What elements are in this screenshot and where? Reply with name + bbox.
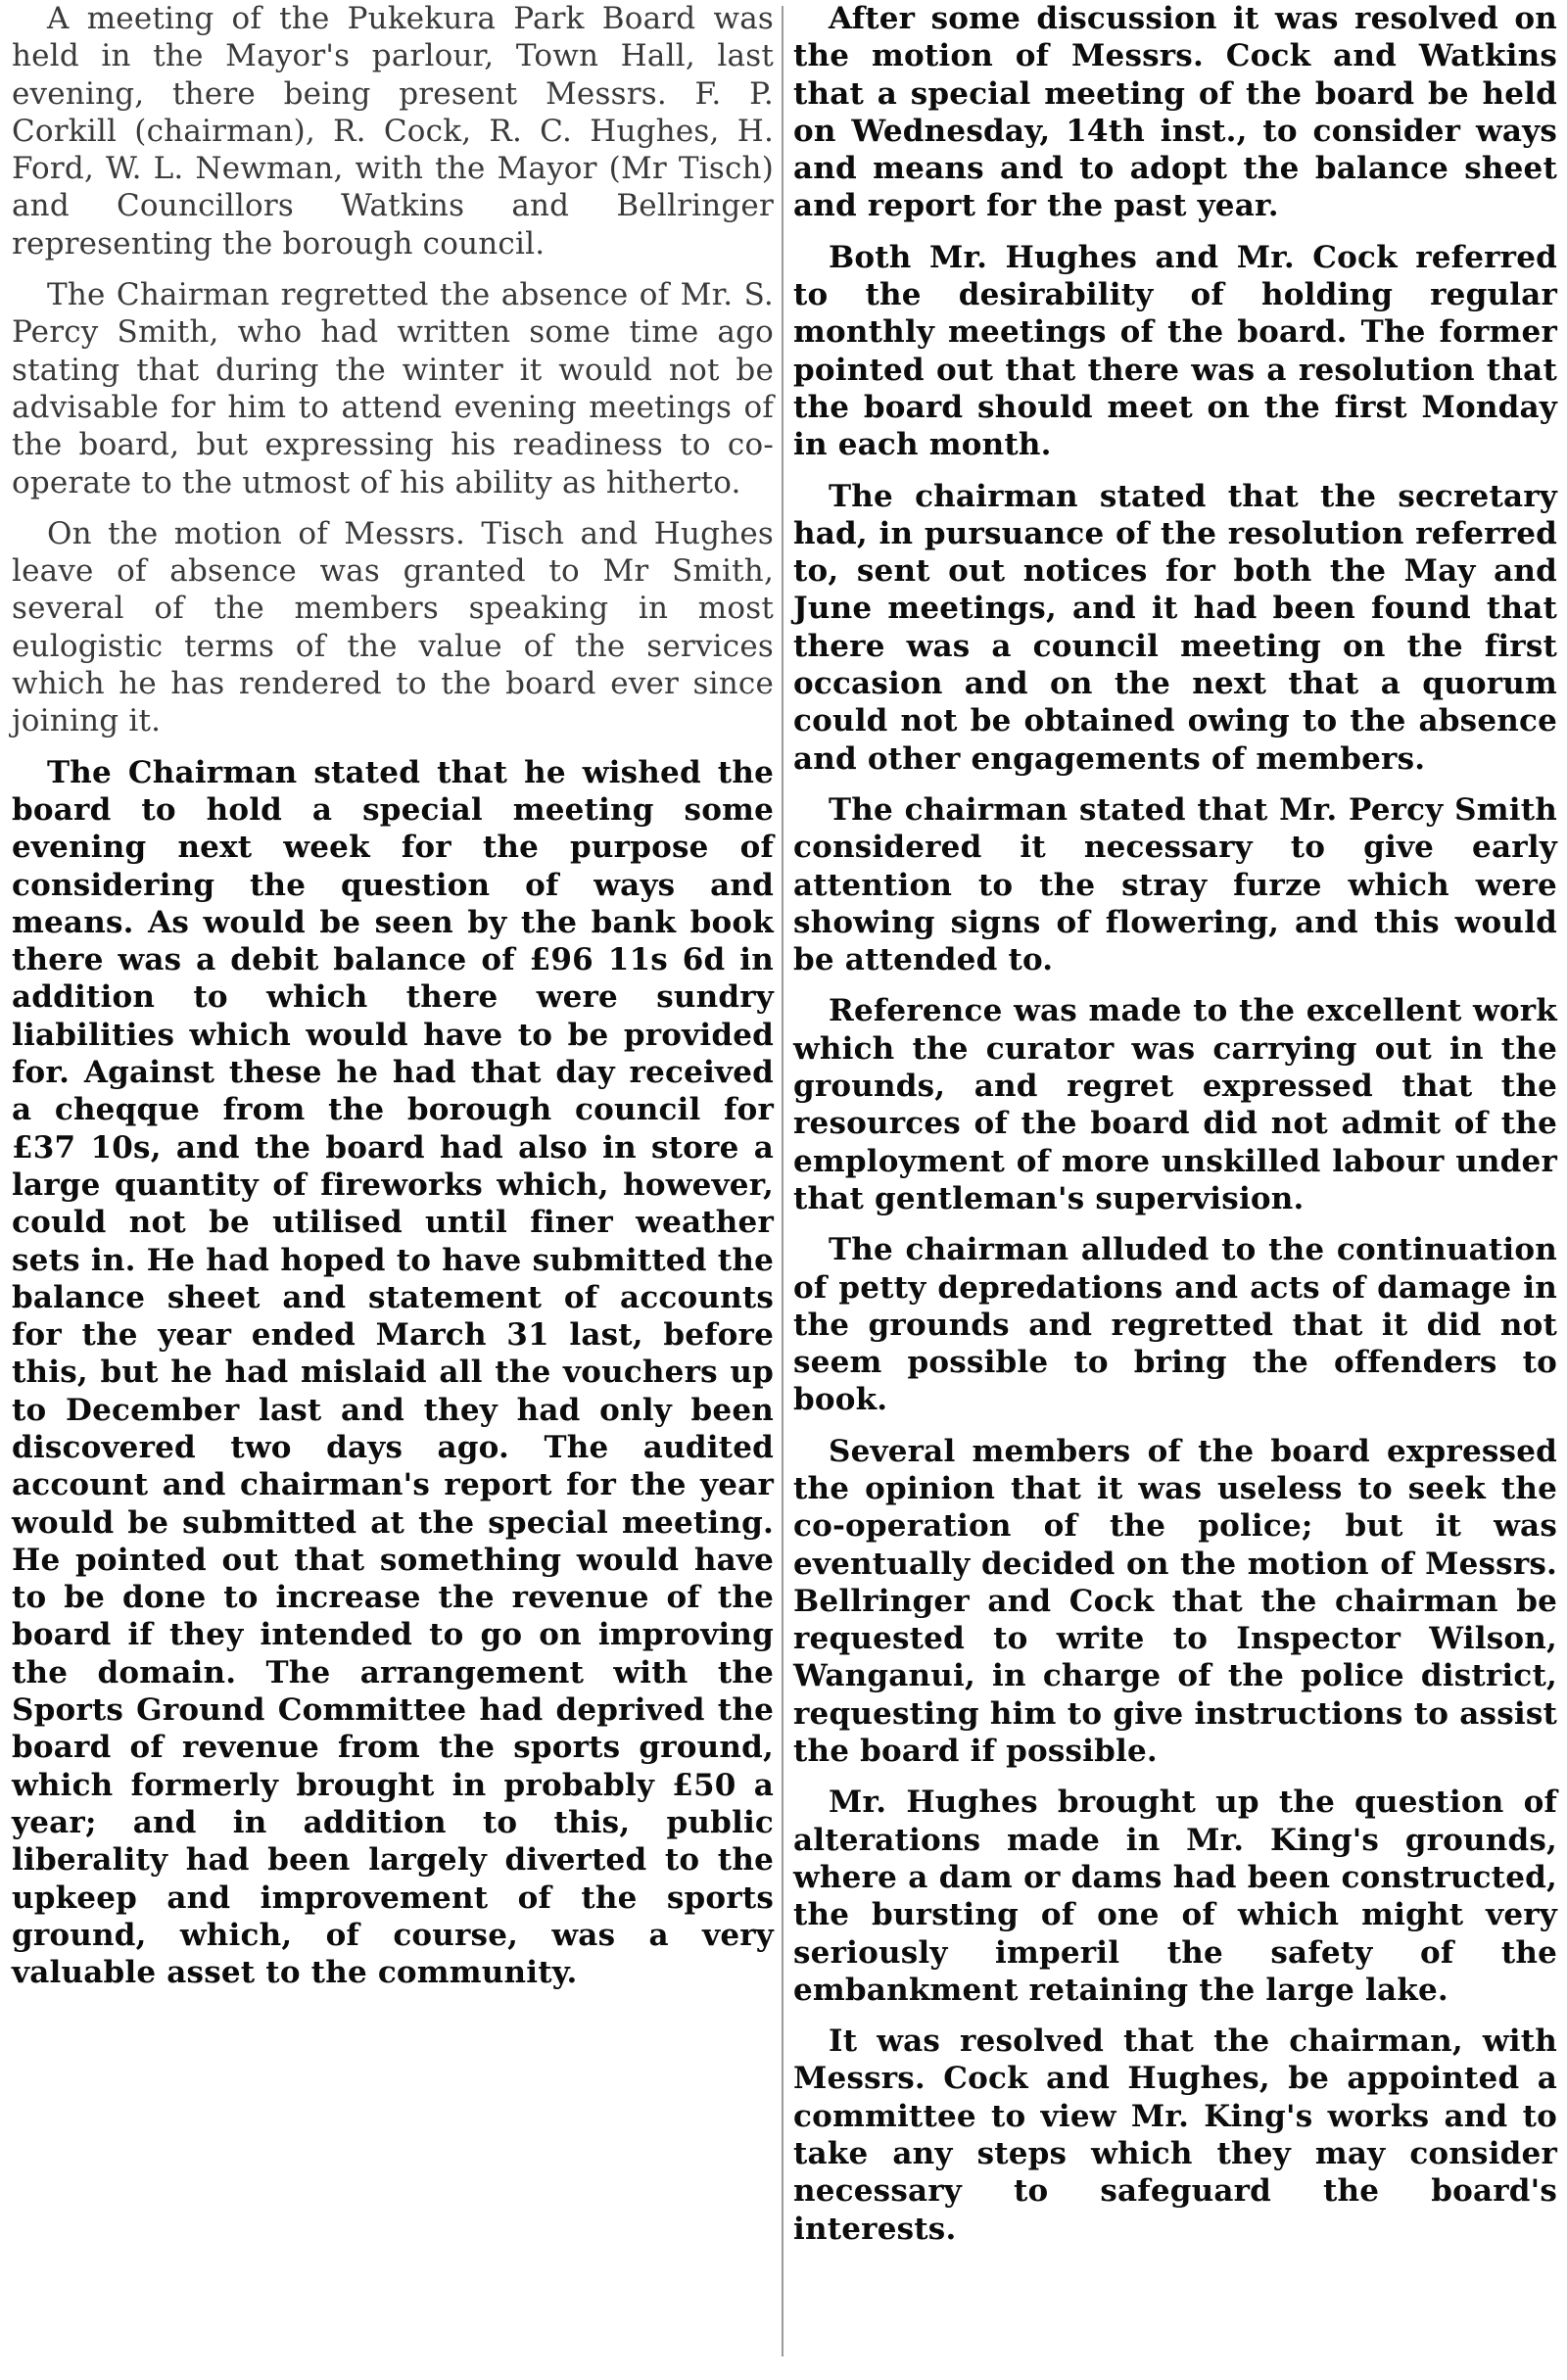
- paragraph-leave-of-absence: On the motion of Messrs. Tisch and Hughes leave of absence was granted to Mr Smith, several of the members speaking in most eulogistic terms of the value of the services which he has rendered to the board ever since joining it.: [12, 515, 774, 739]
- paragraph-stray-furze: The chairman stated that Mr. Percy Smith considered it necessary to give early attention to the stray furze which were showing signs of flowering, and this would be attended to.: [793, 791, 1557, 978]
- paragraph-absence-regret: The Chairman regretted the absence of Mr. S. Percy Smith, who had written some time ago stating that during the winter it would not be advisable for him to attend evening meetings of the board, but expressing his readiness to co-operate to the utmost of his ability as hitherto.: [12, 277, 774, 500]
- paragraph-monthly-meetings: Both Mr. Hughes and Mr. Cock referred to the desirability of holding regular monthly meetings of the board. The former pointed out that there was a resolution that the board should meet on the first Monday in each month.: [793, 239, 1557, 463]
- paragraph-curator-work: Reference was made to the excellent work which the curator was carrying out in the grounds, and regret expressed that the resources of the board did not admit of the employment of more unskilled labour under that gentleman's supervision.: [793, 993, 1557, 1216]
- paragraph-meeting-attendance: A meeting of the Pukekura Park Board was held in the Mayor's parlour, Town Hall, last evening, there being present Messrs. F. P. Corkill (chairman), R. Cock, R. C. Hughes, H. Ford, W. L. Newman, with the Mayor (Mr Tisch) and Councillors Watkins and Bellringer representing the borough council.: [12, 1, 774, 262]
- paragraph-ways-and-means: The Chairman stated that he wished the board to hold a special meeting some evening next week for the purpose of considering the question of ways and means. As would be seen by the bank book there was a debit balance of £96 11s 6d in addition to which there were sundry liabilities which would have to be provided for. Against these he had that day received a cheqque from the borough council for £37 10s, and the board had also in store a large quantity of fireworks which, however, could not be utilised until finer weather sets in. He had hoped to have submitted the balance sheet and statement of accounts for the year ended March 31 last, before this, but he had mislaid all the vouchers up to December last and they had only been discovered two days ago. The audited account and chairman's report for the year would be submitted at the special meeting. He pointed out that something would have to be done to increase the revenue of the board if they intended to go on improving the domain. The arrangement with the Sports Ground Committee had deprived the board of revenue from the sports ground, which formerly brought in probably £50 a year; and in addition to this, public liberality had been largely diverted to the upkeep and improvement of the sports ground, which, of course, was a very valuable asset to the community.: [12, 754, 774, 1991]
- right-column: [793, 0, 1557, 2380]
- paragraph-special-meeting: After some discussion it was resolved on the motion of Messrs. Cock and Watkins that a special meeting of the board be held on Wednesday, 14th inst., to consider ways and means and to adopt the balance sheet and report for the past year.: [793, 1, 1557, 224]
- paragraph-depredations: The chairman alluded to the continuation of petty depredations and acts of damage in the grounds and regretted that it did not seem possible to bring the offenders to book.: [793, 1232, 1557, 1418]
- paragraph-committee: It was resolved that the chairman, with Messrs. Cock and Hughes, be appointed a committee to view Mr. King's works and to take any steps which they may consider necessary to safeguard the board's interests.: [793, 2023, 1557, 2247]
- left-column: [12, 0, 774, 2380]
- paragraph-police: Several members of the board expressed the opinion that it was useless to seek the co-operation of the police; but it was eventually decided on the motion of Messrs. Bellringer and Cock that the chairman be requested to write to Inspector Wilson, Wanganui, in charge of the police district, requesting him to give instructions to assist the board if possible.: [793, 1433, 1557, 1770]
- paragraph-dam-question: Mr. Hughes brought up the question of alterations made in Mr. King's grounds, where a dam or dams had been constructed, the bursting of one of which might very seriously imperil the safety of the embankment retaining the large lake.: [793, 1785, 1557, 2008]
- column-divider: [782, 6, 784, 2356]
- paragraph-notices: The chairman stated that the secretary had, in pursuance of the resolution referred to, sent out notices for both the May and June meetings, and it had been found that there was a council meeting on the first occasion and on the next that a quorum could not be obtained owing to the absence and other engagements of members.: [793, 478, 1557, 777]
